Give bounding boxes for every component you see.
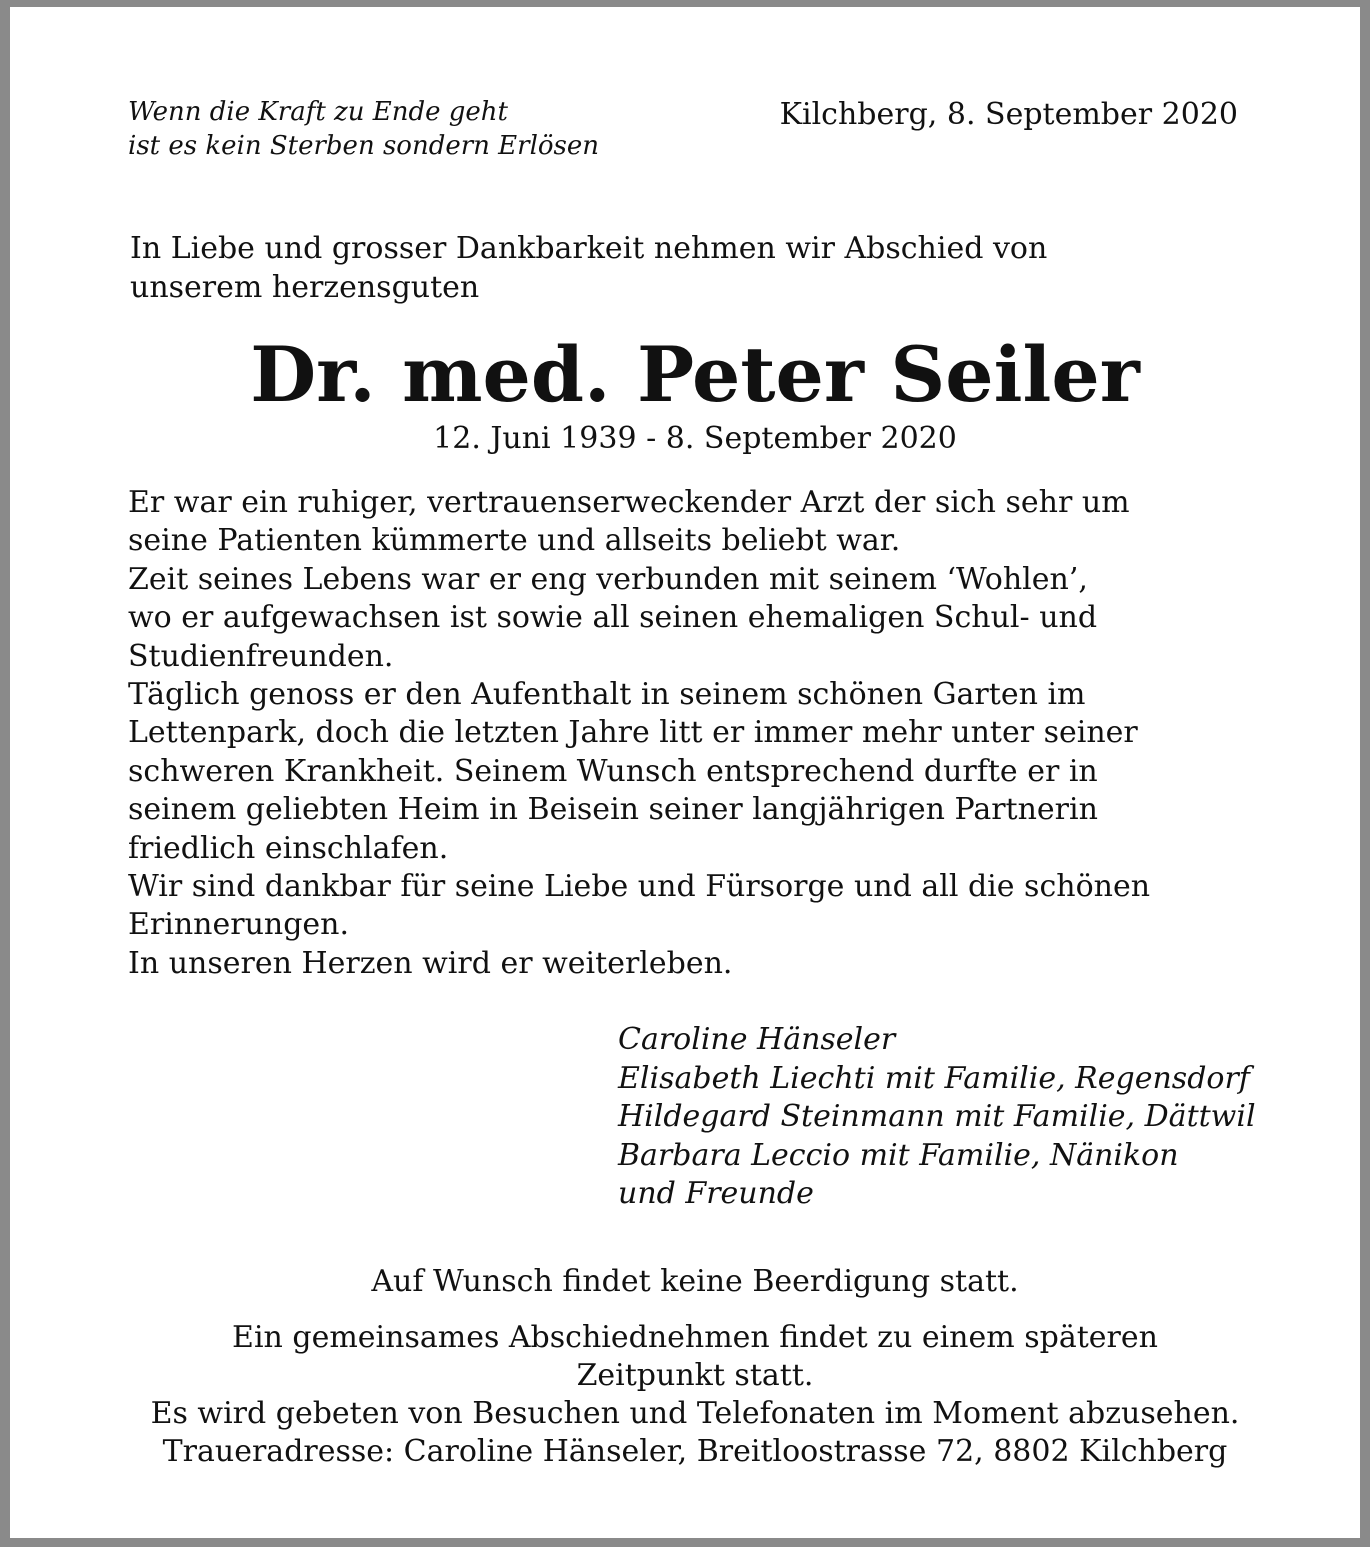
tribute-line: friedlich einschlafen. bbox=[128, 830, 449, 866]
mourner-entry: Barbara Leccio mit Familie, Nänikon bbox=[618, 1137, 1179, 1173]
tribute-line: seine Patienten kümmerte und allseits beliebt war. bbox=[128, 523, 901, 559]
tribute-text bbox=[128, 484, 1150, 983]
visits-notice: Es wird gebeten von Besuchen und Telefonaten im Moment abzusehen. bbox=[150, 1396, 1240, 1431]
farewell-line: Ein gemeinsames Abschiednehmen findet zu einem späteren bbox=[232, 1320, 1158, 1355]
intro-line: In Liebe und grosser Dankbarkeit nehmen wir Abschied von bbox=[130, 231, 1048, 266]
tribute-line: wo er aufgewachsen ist sowie all seinen ehemaligen Schul- und bbox=[128, 600, 1098, 636]
mourning-address: Traueradresse: Caroline Hänseler, Breitloostrasse 72, 8802 Kilchberg bbox=[162, 1434, 1228, 1469]
motto-line: Wenn die Kraft zu Ende geht bbox=[128, 97, 508, 127]
mourner-entry: Caroline Hänseler bbox=[618, 1022, 896, 1057]
farewell-line: Zeitpunkt statt. bbox=[576, 1358, 814, 1393]
motto-line: ist es kein Sterben sondern Erlösen bbox=[128, 131, 600, 161]
tribute-line: Erinnerungen. bbox=[128, 907, 350, 943]
funeral-notice: Auf Wunsch findet keine Beerdigung statt. bbox=[371, 1264, 1019, 1299]
tribute-line: schweren Krankheit. Seinem Wunsch entsprechend durfte er in bbox=[128, 753, 1098, 789]
intro-text bbox=[130, 229, 1047, 307]
motto bbox=[128, 95, 599, 163]
place-date: Kilchberg, 8. September 2020 bbox=[779, 97, 1238, 132]
tribute-line: Lettenpark, doch die letzten Jahre litt er immer mehr unter seiner bbox=[128, 715, 1138, 751]
tribute-line: Zeit seines Lebens war er eng verbunden mit seinem ‘Wohlen’, bbox=[128, 561, 1088, 597]
mourner-entry: Hildegard Steinmann mit Familie, Dättwil bbox=[618, 1099, 1256, 1135]
mourner-entry: Elisabeth Liechti mit Familie, Regensdorf bbox=[618, 1060, 1250, 1096]
life-dates: 12. Juni 1939 - 8. September 2020 bbox=[433, 421, 957, 456]
tribute-line: seinem geliebten Heim in Beisein seiner langjährigen Partnerin bbox=[128, 792, 1098, 828]
intro-line: unserem herzensguten bbox=[130, 270, 480, 305]
tribute-line: Studienfreunden. bbox=[128, 638, 394, 674]
farewell-notice bbox=[10, 1319, 1370, 1433]
tribute-line: Täglich genoss er den Aufenthalt in seinem schönen Garten im bbox=[128, 677, 1086, 713]
tribute-line: In unseren Herzen wird er weiterleben. bbox=[128, 945, 733, 981]
deceased-name: Dr. med. Peter Seiler bbox=[250, 330, 1140, 419]
mourners-list bbox=[618, 1021, 1256, 1214]
mourner-entry: und Freunde bbox=[618, 1176, 814, 1212]
tribute-line: Wir sind dankbar für seine Liebe und Fürsorge und all die schönen bbox=[128, 869, 1151, 905]
tribute-line: Er war ein ruhiger, vertrauenserweckender Arzt der sich sehr um bbox=[128, 485, 1130, 520]
